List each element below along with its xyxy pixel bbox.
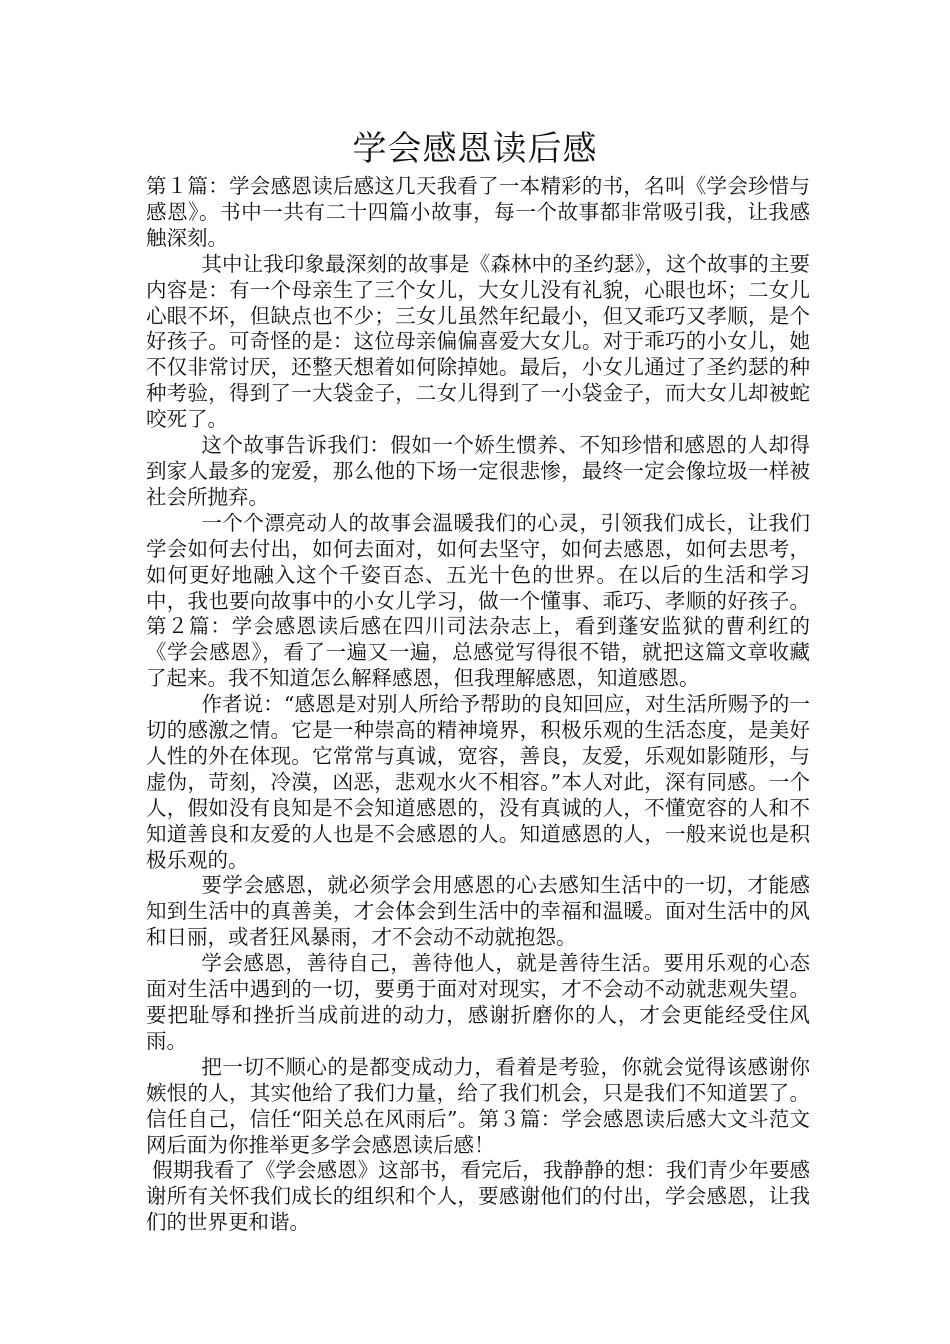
paragraph-7: 学会感恩，善待自己，善待他人，就是善待生活。要用乐观的心态面对生活中遇到的一切，要勇于面对对现实，才不会动不动就悲观失望。要把耻辱和挫折当成前进的动力，感谢折磨你的人，才会更能经受住风雨。 bbox=[146, 951, 810, 1053]
paragraph-6: 要学会感恩，就必须学会用感恩的心去感知生活中的一切，才能感知到生活中的真善美，才会体会到生活中的幸福和温暖。面对生活中的风和日丽，或者狂风暴雨，才不会动不动就抱怨。 bbox=[146, 873, 810, 950]
paragraph-2: 其中让我印象最深刻的故事是《森林中的圣约瑟》，这个故事的主要内容是：有一个母亲生了三个女儿，大女儿没有礼貌，心眼也坏；二女儿心眼不坏，但缺点也不少；三女儿虽然年纪最小，但又乖巧又孝顺，是个好孩子。可奇怪的是：这位母亲偏偏喜爱大女儿。对于乖巧的小女儿，她不仅非常讨厌，还整天想着如何除掉她。最后，小女儿通过了圣约瑟的种种考验，得到了一大袋金子，二女儿得到了一小袋金子，而大女儿却被蛇咬死了。 bbox=[146, 251, 810, 432]
paragraph-8: 把一切不顺心的是都变成动力，看着是考验，你就会觉得该感谢你嫉恨的人，其实他给了我们力量，给了我们机会，只是我们不知道罢了。信任自己，信任“阳关总在风雨后”。第３篇：学会感恩读后感大文斗范文网后面为你推举更多学会感恩读后感！ bbox=[146, 1054, 810, 1157]
paragraph-4: 一个个漂亮动人的故事会温暖我们的心灵，引领我们成长，让我们学会如何去付出，如何去面对，如何去坚守，如何去感恩，如何去思考，如何更好地融入这个千姿百态、五光十色的世界。在以后的生活和学习中，我也要向故事中的小女儿学习，做一个懂事、乖巧、孝顺的好孩子。第２篇：学会感恩读后感在四川司法杂志上，看到蓬安监狱的曹利红的《学会感恩》，看了一遍又一遍，总感觉写得很不错，就把这篇文章收藏了起来。我不知道怎么解释感恩，但我理解感恩，知道感恩。 bbox=[146, 510, 810, 691]
document-title: 学会感恩读后感 bbox=[352, 129, 598, 169]
paragraph-3: 这个故事告诉我们：假如一个娇生惯养、不知珍惜和感恩的人却得到家人最多的宠爱，那么他的下场一定很悲惨，最终一定会像垃圾一样被社会所抛弃。 bbox=[146, 433, 810, 509]
paragraph-5: 作者说：“感恩是对别人所给予帮助的良知回应，对生活所赐予的一切的感激之情。它是一种崇高的精神境界，积极乐观的生活态度，是美好人性的外在体现。它常常与真诚，宽容，善良，友爱，乐观如影随形，与虚伪，苛刻，冷漠，凶恶，悲观水火不相容。”本人对此，深有同感。一个人，假如没有良知是不会知道感恩的，没有真诚的人，不懂宽容的人和不知道善良和友爱的人也是不会感恩的人。知道感恩的人，一般来说也是积极乐观的。 bbox=[146, 692, 810, 872]
paragraph-9: 假期我看了《学会感恩》这部书，看完后，我静静的想：我们青少年要感谢所有关怀我们成长的组织和个人，要感谢他们的付出，学会感恩，让我们的世界更和谐。 bbox=[146, 1158, 810, 1235]
document-body bbox=[146, 174, 810, 1236]
paragraph-1: 第１篇：学会感恩读后感这几天我看了一本精彩的书，名叫《学会珍惜与感恩》。书中一共有二十四篇小故事，每一个故事都非常吸引我，让我感触深刻。 bbox=[146, 174, 810, 250]
